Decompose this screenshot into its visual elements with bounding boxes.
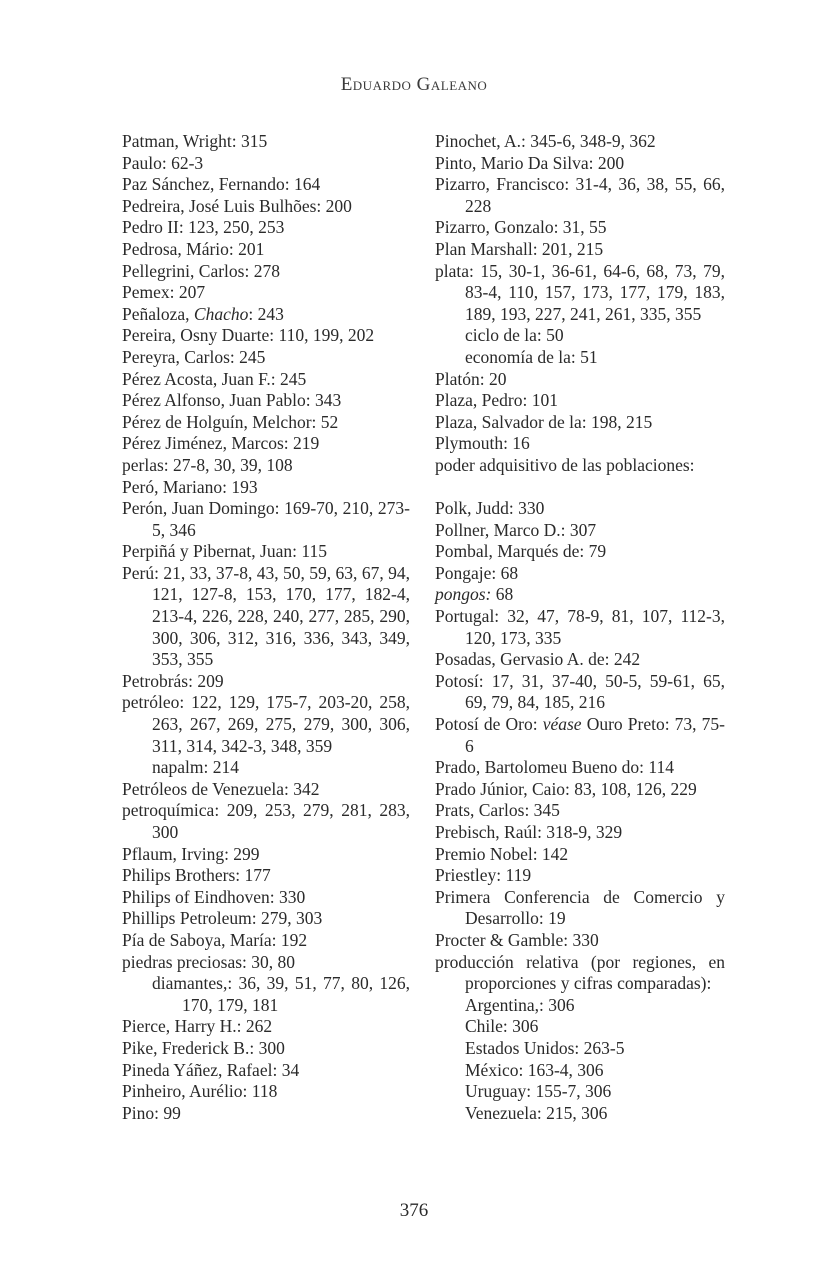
index-entry: Portugal: 32, 47, 78-9, 81, 107, 112-3, 120, 173, 335 xyxy=(435,606,725,648)
index-entry: Peró, Mariano: 193 xyxy=(122,476,258,497)
index-entry xyxy=(435,714,725,757)
index-entry: Priestley: 119 xyxy=(435,865,532,886)
page-number: 376 xyxy=(399,1200,429,1221)
index-entry: Paulo: 62-3 xyxy=(122,152,204,173)
index-entry xyxy=(435,584,725,606)
entry-text: Peñaloza, xyxy=(122,303,194,324)
index-entry: Plaza, Pedro: 101 xyxy=(435,390,558,411)
index-entry: Pizarro, Gonzalo: 31, 55 xyxy=(435,217,607,238)
index-entry: Perpiñá y Pibernat, Juan: 115 xyxy=(122,541,327,562)
index-subentry: Chile: 306 xyxy=(465,1016,539,1037)
index-entry: Pino: 99 xyxy=(122,1102,181,1123)
index-entry: piedras preciosas: 30, 80 xyxy=(122,951,296,972)
index-entry: Premio Nobel: 142 xyxy=(435,843,569,864)
index-entry: Polk, Judd: 330 xyxy=(435,498,545,519)
index-subentry: diamantes,: 36, 39, 51, 77, 80, 126, 170, 179, 181 xyxy=(152,973,410,1015)
index-column-right xyxy=(435,131,725,1124)
index-entry: Pike, Frederick B.: 300 xyxy=(122,1037,285,1058)
index-entry: Pinto, Mario Da Silva: 200 xyxy=(435,152,625,173)
index-entry: Prebisch, Raúl: 318-9, 329 xyxy=(435,822,623,842)
index-subentry: economía de la: 51 xyxy=(465,346,598,367)
index-subentry: México: 163-4, 306 xyxy=(465,1059,604,1080)
index-entry: Phillips Petroleum: 279, 303 xyxy=(122,908,323,929)
index-subentry: Argentina,: 306 xyxy=(465,994,575,1015)
index-entry: plata: 15, 30-1, 36-61, 64-6, 68, 73, 79, 83-4, 110, 157, 173, 177, 179, 183, 189, 193, 227, 241, 261, 335, 355 xyxy=(435,260,725,324)
index-subentry: Venezuela: 215, 306 xyxy=(465,1102,608,1123)
index-entry: petroquímica: 209, 253, 279, 281, 283, 300 xyxy=(122,800,410,842)
index-entry: Pía de Saboya, María: 192 xyxy=(122,929,308,950)
index-entry: Perú: 21, 33, 37-8, 43, 50, 59, 63, 67, 94, 121, 127-8, 153, 170, 177, 182-4, 213-4, 226, 228, 240, 277, 285, 290, 300, 306, 312, 316, 336, 343, 349, 353, 355 xyxy=(122,562,410,670)
index-subentry: ciclo de la: 50 xyxy=(465,325,564,346)
index-entry: Prats, Carlos: 345 xyxy=(435,800,560,821)
entry-italic-text: Chacho xyxy=(193,303,249,324)
index-entry: Patman, Wright: 315 xyxy=(122,131,268,151)
index-entry: perlas: 27-8, 30, 39, 108 xyxy=(122,454,293,475)
index-entry: Pombal, Marqués de: 79 xyxy=(435,541,607,562)
index-entry: Pollner, Marco D.: 307 xyxy=(435,519,597,540)
index-entry: Pérez de Holguín, Melchor: 52 xyxy=(122,411,339,432)
index-entry: Plan Marshall: 201, 215 xyxy=(435,238,604,259)
entry-text: Potosí de Oro: xyxy=(435,714,543,735)
index-entry: Pellegrini, Carlos: 278 xyxy=(122,260,280,281)
index-entry: Philips of Eindhoven: 330 xyxy=(122,886,306,907)
index-entry: Petróleos de Venezuela: 342 xyxy=(122,778,320,799)
index-entry: Pierce, Harry H.: 262 xyxy=(122,1016,273,1037)
index-entry: Pedrosa, Mário: 201 xyxy=(122,238,265,259)
index-subentry: Uruguay: 155-7, 306 xyxy=(465,1081,612,1102)
entry-locators: Ouro Preto: 73, 75-6 xyxy=(465,714,725,756)
blank-line xyxy=(435,477,725,499)
index-entry: Pizarro, Francisco: 31-4, 36, 38, 55, 66, 228 xyxy=(435,174,725,216)
index-entry: Petrobrás: 209 xyxy=(122,670,224,691)
index-entry: Pérez Jiménez, Marcos: 219 xyxy=(122,433,320,454)
index-entry: Procter & Gamble: 330 xyxy=(435,929,599,950)
index-entry: Platón: 20 xyxy=(435,368,507,389)
entry-locators: : 243 xyxy=(248,303,284,324)
index-entry: Pinochet, A.: 345-6, 348-9, 362 xyxy=(435,131,656,151)
index-entry xyxy=(122,304,410,326)
index-entry: Pemex: 207 xyxy=(122,282,206,303)
index-entry: Philips Brothers: 177 xyxy=(122,865,271,886)
index-entry: Prado, Bartolomeu Bueno do: 114 xyxy=(435,757,674,778)
index-entry: Pedro II: 123, 250, 253 xyxy=(122,217,285,238)
index-entry: producción relativa (por regiones, en proporciones y cifras comparadas): xyxy=(435,951,725,994)
index-subentry: Estados Unidos: 263-5 xyxy=(465,1037,625,1058)
index-entry: Plymouth: 16 xyxy=(435,433,530,454)
index-entry: petróleo: 122, 129, 175-7, 203-20, 258, 263, 267, 269, 275, 279, 300, 306, 311, 314, 342-3, 348, 359 xyxy=(122,692,410,756)
index-entry: Pereira, Osny Duarte: 110, 199, 202 xyxy=(122,325,375,346)
index-entry: Pongaje: 68 xyxy=(435,562,519,583)
index-entry: poder adquisitivo de las poblaciones: xyxy=(435,454,695,475)
index-entry: Prado Júnior, Caio: 83, 108, 126, 229 xyxy=(435,778,697,799)
index-entry: Pineda Yáñez, Rafael: 34 xyxy=(122,1059,300,1080)
entry-italic-text: pongos: xyxy=(435,584,492,605)
index-entry: Potosí: 17, 31, 37-40, 50-5, 59-61, 65, 69, 79, 84, 185, 216 xyxy=(435,670,725,713)
index-entry: Perón, Juan Domingo: 169-70, 210, 273-5, 346 xyxy=(122,498,410,540)
entry-italic-text: véase xyxy=(542,714,582,735)
index-entry: Pinheiro, Aurélio: 118 xyxy=(122,1081,278,1102)
index-entry: Pflaum, Irving: 299 xyxy=(122,843,260,864)
index-entry: Pereyra, Carlos: 245 xyxy=(122,346,266,367)
index-entry: Plaza, Salvador de la: 198, 215 xyxy=(435,411,653,432)
index-entry: Pedreira, José Luis Bulhões: 200 xyxy=(122,195,352,216)
index-entry: Paz Sánchez, Fernando: 164 xyxy=(122,174,321,195)
index-entry: Pérez Alfonso, Juan Pablo: 343 xyxy=(122,390,342,411)
index-entry: Primera Conferencia de Comercio y Desarrollo: 19 xyxy=(435,886,725,929)
index-entry: Posadas, Gervasio A. de: 242 xyxy=(435,649,641,670)
running-head: Eduardo Galeano xyxy=(340,74,488,95)
entry-locators: 68 xyxy=(491,584,514,605)
index-entry: Pérez Acosta, Juan F.: 245 xyxy=(122,368,307,389)
index-subentry: napalm: 214 xyxy=(152,757,239,778)
index-column-left xyxy=(122,131,410,1124)
